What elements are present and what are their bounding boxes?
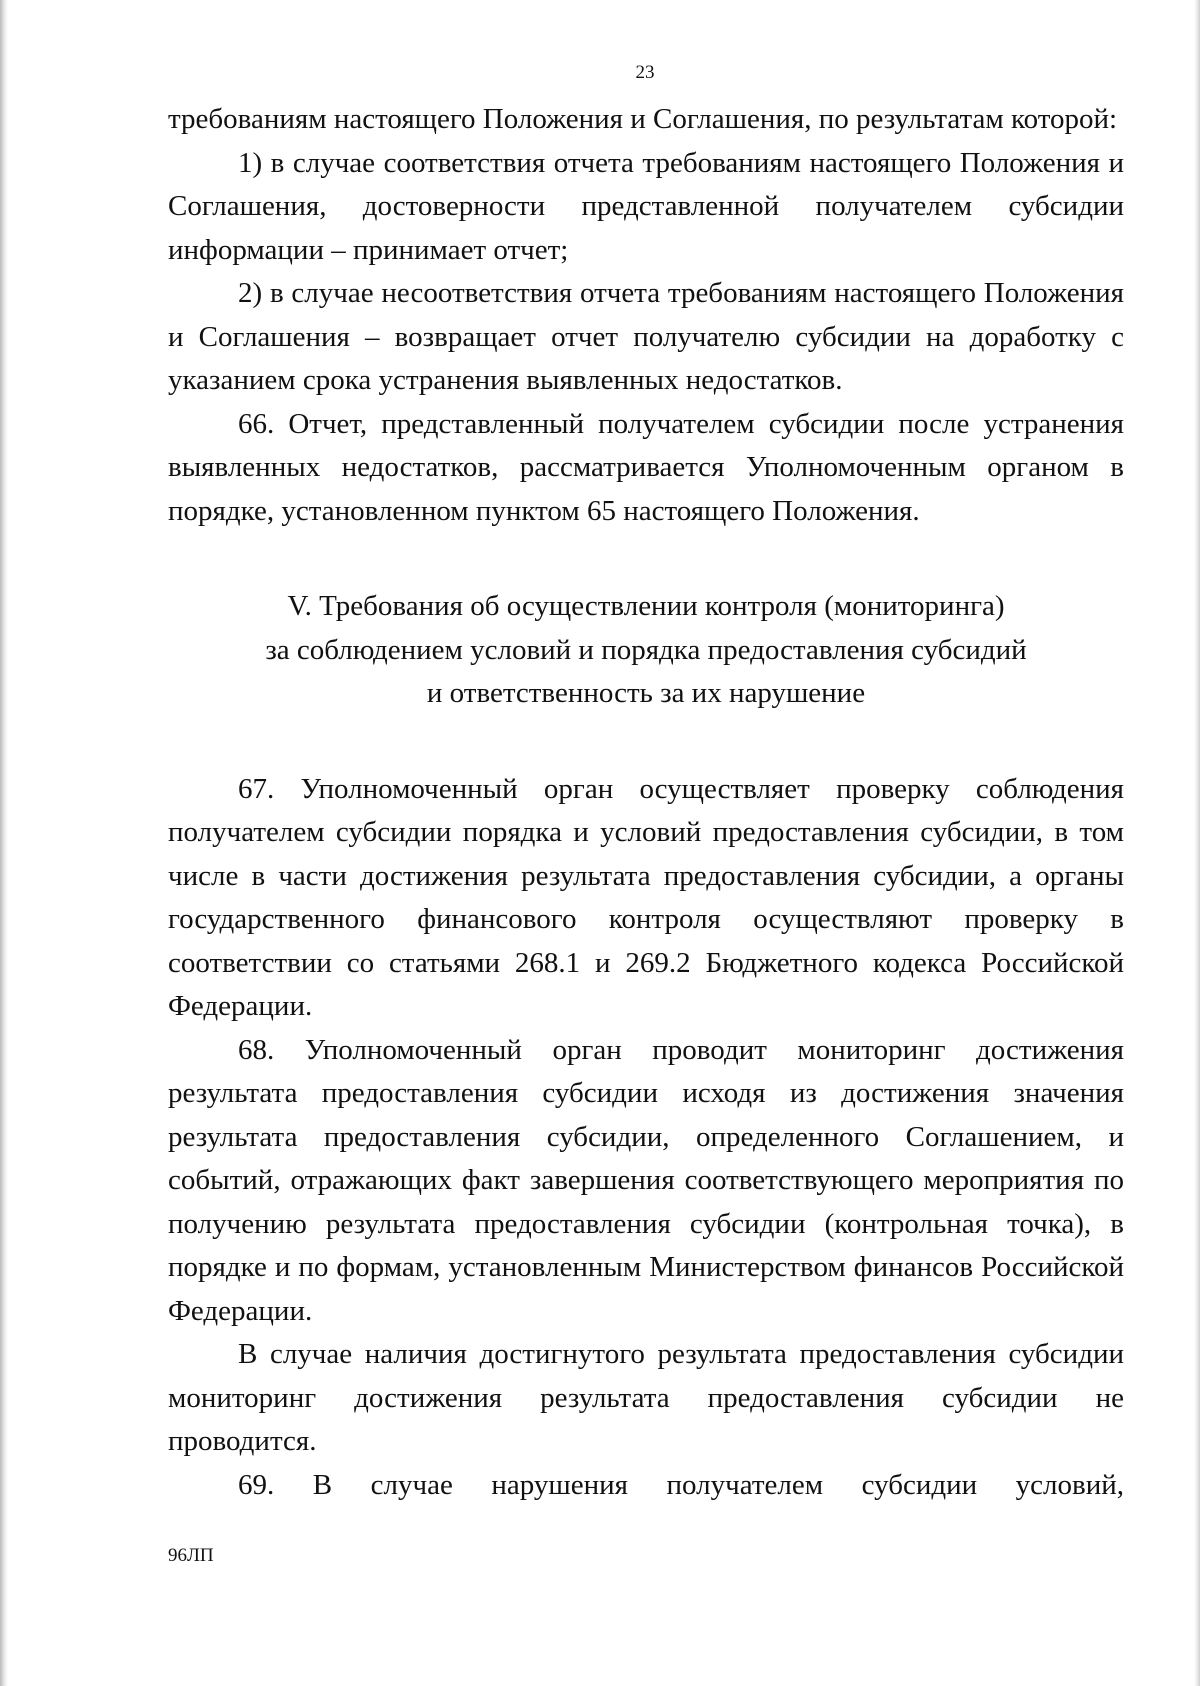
section-heading-line-3: и ответственность за их нарушение [426, 677, 866, 709]
paragraph-69: 69. В случае нарушения получателем субсидии условий, [238, 1468, 1124, 1501]
paragraph-monitoring-exception: В случае наличия достигнутого результата предоставления субсидии мониторинг достижения результата предоставления субсидии не проводится. [168, 1338, 1124, 1457]
paragraph-item-2: 2) в случае несоответствия отчета требованиям настоящего Положения и Соглашения – возвращает отчет получателю субсидии на доработку с указанием срока устранения выявленных недостатков. [168, 277, 1124, 396]
section-heading [168, 585, 1124, 716]
scan-edge-right [1194, 0, 1200, 1686]
section-heading-line-1: V. Требования об осуществлении контроля (мониторинга) [287, 590, 1005, 622]
footer-document-code: 96ЛП [168, 1545, 214, 1566]
paragraph-continuation: требованиям настоящего Положения и Соглашения, по результатам которой: [168, 103, 1118, 135]
section-heading-line-2: за соблюдением условий и порядка предоставления субсидий [265, 633, 1027, 666]
scan-edge-left [0, 0, 8, 1686]
document-body [168, 98, 1124, 1507]
paragraph-item-1: 1) в случае соответствия отчета требованиям настоящего Положения и Соглашения, достоверности представленной получателем субсидии информации – принимает отчет; [168, 146, 1124, 266]
paragraph-67: 67. Уполномоченный орган осуществляет проверку соблюдения получателем субсидии порядка и условий предоставления субсидии, в том числе в части достижения результата предоставления субсидии, а органы государственного финансового контроля осуществляют проверку в соответствии со статьями 268.1 и 269.2 Бюджетного кодекса Российской Федерации. [168, 772, 1124, 1022]
paragraph-68: 68. Уполномоченный орган проводит мониторинг достижения результата предоставления субсидии исходя из достижения значения результата предоставления субсидии, определенного Соглашением, и событий, отражающих факт завершения соответствующего мероприятия по получению результата предоставления субсидии (контрольная точка), в порядке и по формам, установленным Министерством финансов Российской Федерации. [168, 1033, 1124, 1327]
page-number: 23 [635, 62, 655, 83]
paragraph-66: 66. Отчет, представленный получателем субсидии после устранения выявленных недостатков, рассматривается Уполномоченным органом в порядке, установленном пунктом 65 настоящего Положения. [168, 407, 1124, 527]
